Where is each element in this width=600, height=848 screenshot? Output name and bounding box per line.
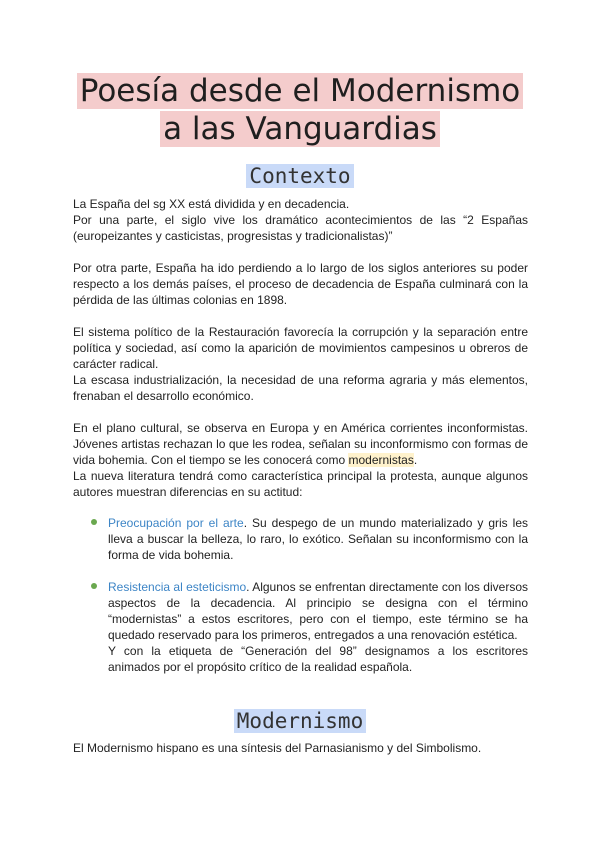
bullet-2-link[interactable]: Resistencia al esteticismo — [108, 580, 247, 594]
paragraph-1-line-1: La España del sg XX está dividida y en decadencia. — [73, 197, 350, 211]
paragraph-3-line-1: El sistema político de la Restauración favorecía la corrupción y la separación entre política y sociedad, así como la aparición de movimientos campesinos u obreros de carácter radical. — [73, 325, 528, 371]
bullet-list — [91, 515, 528, 675]
modernismo-body — [73, 740, 528, 756]
bullet-item-1 — [91, 515, 528, 563]
bullet-1-link[interactable]: Preocupación por el arte — [108, 516, 244, 530]
bullet-dot-icon — [91, 519, 97, 525]
bullet-dot-icon — [91, 583, 97, 589]
heading-modernismo: Modernismo — [0, 707, 600, 735]
bullet-item-2 — [91, 579, 528, 675]
title-line-1: Poesía desde el Modernismo — [77, 73, 524, 109]
modernismo-paragraph-1: El Modernismo hispano es una síntesis del Parnasianismo y del Simbolismo. — [73, 741, 482, 755]
heading-contexto: Contexto — [0, 162, 600, 190]
bullet-2-text: . Algunos se enfrentan directamente con los diversos aspectos de la decadencia. Al principio se designa con el término “modernistas” a estos escritores, pero con el tiempo, este término se ha quedado reservado para los primeros, entregados a una renovación estética. — [108, 580, 528, 642]
paragraph-5: La nueva literatura tendrá como característica principal la protesta, aunque algunos autores muestran diferencias en su actitud: — [73, 469, 528, 499]
paragraph-3-line-2: La escasa industrialización, la necesidad de una reforma agraria y más elementos, frenaban el desarrollo económico. — [73, 373, 528, 403]
bullet-2-extra: Y con la etiqueta de “Generación del 98” designamos a los escritores animados por el propósito crítico de la realidad española. — [108, 644, 528, 674]
bullet-1-text: . Su despego de un mundo materializado y gris les lleva a buscar la belleza, lo raro, lo exótico. Señalan su inconformismo con la forma de vida bohemia. — [108, 516, 528, 562]
paragraph-1-line-2: Por una parte, el siglo vive los dramático acontecimientos de las “2 Españas (europeizantes y casticistas, progresistas y tradicionalistas)” — [73, 213, 528, 243]
paragraph-2: Por otra parte, España ha ido perdiendo a lo largo de los siglos anteriores su poder respecto a los demás países, el proceso de decadencia de España culminará con la pérdida de las últimas colonias en 1898. — [73, 261, 528, 307]
paragraph-4: En el plano cultural, se observa en Europa y en América corrientes inconformistas. Jóvenes artistas rechazan lo que les rodea, señalan su inconformismo con formas de vida bohemia. Con el tiempo se les conocerá como modernistas. — [73, 421, 528, 467]
contexto-body — [73, 196, 528, 500]
title-line-2: a las Vanguardias — [160, 111, 440, 147]
highlighted-word: modernistas — [348, 453, 414, 467]
document-title — [0, 72, 600, 148]
